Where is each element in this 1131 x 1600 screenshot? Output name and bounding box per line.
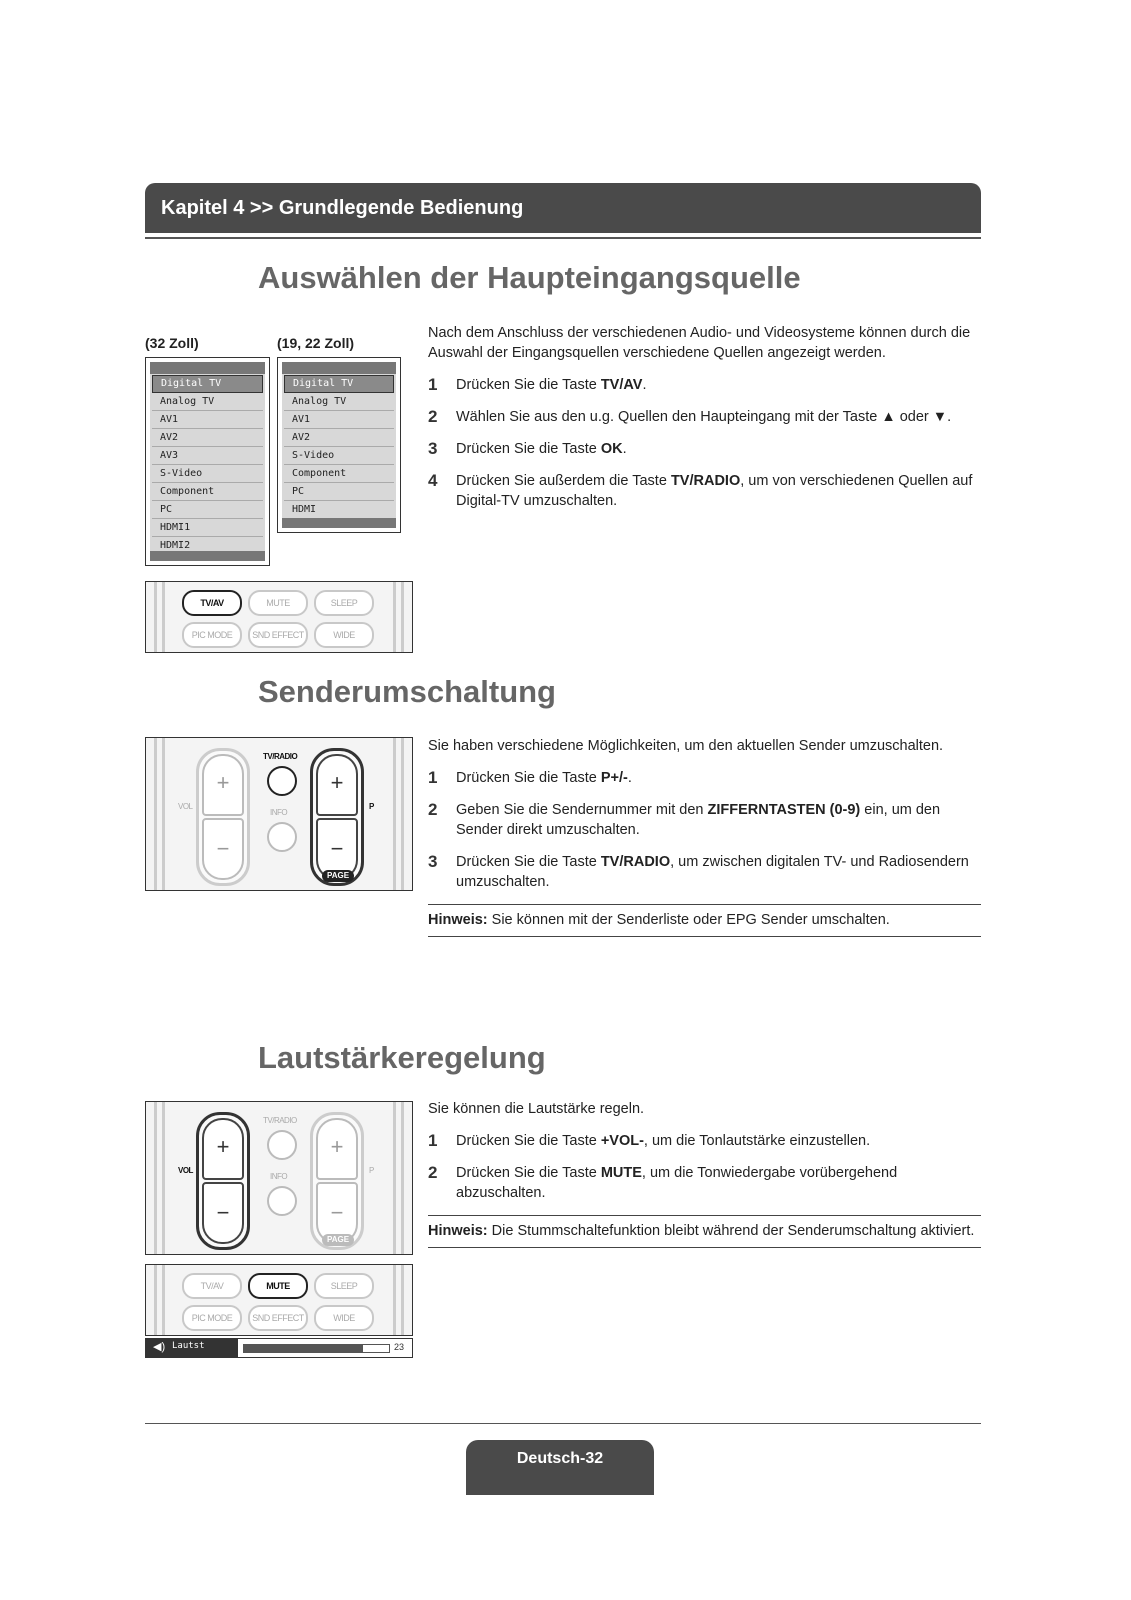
volume-note-text: Die Stummschaltefunktion bleibt während der Senderumschaltung aktiviert.: [487, 1223, 975, 1239]
tv-av-button-dim[interactable]: TV/AV: [182, 1273, 242, 1299]
volume-note: [428, 1215, 981, 1248]
step-text: Drücken Sie die Taste TV/RADIO, um zwischen digitalen TV- und Radiosendern umzuschalten.: [456, 854, 969, 890]
footer-page-tab: [466, 1440, 654, 1495]
vol-label: VOL: [178, 802, 193, 811]
menu-item[interactable]: AV1: [284, 412, 394, 429]
step-text: Drücken Sie die Taste OK.: [456, 441, 627, 457]
mute-button[interactable]: MUTE: [248, 590, 308, 616]
volume-track: [243, 1344, 390, 1353]
menu-item[interactable]: Component: [284, 466, 394, 483]
step-item: [428, 852, 981, 892]
volume-fill: [244, 1345, 363, 1352]
sleep-button[interactable]: SLEEP: [314, 590, 374, 616]
step-text: Drücken Sie die Taste +VOL-, um die Tonlautstärke einzustellen.: [456, 1133, 871, 1149]
chapter-header: [145, 183, 981, 233]
step-number: 1: [428, 375, 438, 394]
wide-button[interactable]: WIDE: [314, 622, 374, 648]
menu-item[interactable]: AV1: [152, 412, 263, 429]
menu-item[interactable]: Digital TV: [284, 375, 394, 393]
snd-effect-button[interactable]: SND EFFECT: [248, 622, 308, 648]
vol-rocker[interactable]: + −: [196, 748, 250, 886]
step-text: Drücken Sie außerdem die Taste TV/RADIO, um von verschiedenen Quellen auf Digital-TV umzuschalten.: [456, 473, 973, 509]
page-button[interactable]: PAGE: [322, 870, 354, 882]
osd-32-label: (32 Zoll): [145, 335, 199, 351]
menu-item[interactable]: AV3: [152, 448, 263, 465]
menu-item[interactable]: PC: [284, 484, 394, 501]
page-number: Deutsch-32: [516, 1450, 604, 1467]
remote-illustration-mute: [145, 1264, 413, 1336]
volume-osd-label: Lautst: [172, 1341, 205, 1351]
vol-rocker-active[interactable]: + −: [196, 1112, 250, 1250]
menu-item[interactable]: Digital TV: [152, 375, 263, 393]
step-number: 4: [428, 471, 438, 490]
section-body-source: [428, 323, 981, 523]
volume-note-label: Hinweis:: [428, 1223, 488, 1239]
volume-intro: Sie können die Lautstärke regeln.: [428, 1101, 645, 1117]
footer-divider: [145, 1423, 981, 1424]
snd-effect-button-dim[interactable]: SND EFFECT: [248, 1305, 308, 1331]
osd-19-label: (19, 22 Zoll): [277, 335, 355, 351]
step-item: [428, 407, 981, 427]
source-intro: Nach dem Anschluss der verschiedenen Audio- und Videosysteme können durch die Auswahl der Eingangsquellen verschiedene Quellen angezeigt werden.: [428, 325, 971, 361]
source-menu-32: [145, 357, 270, 566]
menu-item[interactable]: S-Video: [284, 448, 394, 465]
source-menu-19: [277, 357, 401, 533]
menu-item[interactable]: Analog TV: [152, 394, 263, 411]
tv-radio-button[interactable]: [267, 766, 297, 796]
info-label-dim: INFO: [270, 1172, 288, 1181]
info-button-dim[interactable]: [267, 1186, 297, 1216]
menu-item[interactable]: S-Video: [152, 466, 263, 483]
step-item: [428, 800, 981, 840]
step-item: [428, 1131, 981, 1151]
step-text: Drücken Sie die Taste TV/AV.: [456, 377, 647, 393]
section-body-channel: [428, 736, 981, 937]
step-text: Drücken Sie die Taste MUTE, um die Tonwiedergabe vorübergehend abzuschalten.: [456, 1165, 898, 1201]
step-number: 2: [428, 1163, 438, 1182]
step-item: [428, 1163, 981, 1203]
page-button-dim[interactable]: PAGE: [322, 1234, 354, 1246]
menu-item[interactable]: Component: [152, 484, 263, 501]
menu-item[interactable]: HDMI2: [152, 538, 263, 555]
tv-av-button[interactable]: TV/AV: [182, 590, 242, 616]
step-text: Wählen Sie aus den u.g. Quellen den Haupteingang mit der Taste ▲ oder ▼.: [456, 409, 952, 425]
remote-illustration-volume: [145, 1101, 413, 1255]
p-label: P: [369, 802, 374, 811]
menu-item[interactable]: AV2: [284, 430, 394, 447]
channel-intro: Sie haben verschiedene Möglichkeiten, um den aktuellen Sender umzuschalten.: [428, 738, 944, 754]
menu-item[interactable]: HDMI1: [152, 520, 263, 537]
chapter-title: Kapitel 4 >> Grundlegende Bedienung: [161, 197, 524, 219]
remote-illustration-channel: [145, 737, 413, 891]
mute-button-active[interactable]: MUTE: [248, 1273, 308, 1299]
menu-item[interactable]: AV2: [152, 430, 263, 447]
info-label: INFO: [270, 808, 288, 817]
step-number: 3: [428, 852, 438, 871]
tv-radio-label-dim: TV/RADIO: [263, 1116, 297, 1125]
menu-item[interactable]: Analog TV: [284, 394, 394, 411]
section-title-channel: Senderumschaltung: [258, 674, 556, 709]
step-number: 2: [428, 407, 438, 426]
step-number: 1: [428, 1131, 438, 1150]
menu-item[interactable]: HDMI: [284, 502, 394, 519]
section-body-volume: [428, 1099, 981, 1248]
step-number: 1: [428, 768, 438, 787]
step-number: 3: [428, 439, 438, 458]
pic-mode-button-dim[interactable]: PIC MODE: [182, 1305, 242, 1331]
step-item: [428, 375, 981, 395]
volume-osd: [145, 1338, 413, 1358]
chapter-divider: [145, 237, 981, 239]
section-title-source: Auswählen der Haupteingangsquelle: [258, 260, 801, 295]
wide-button-dim[interactable]: WIDE: [314, 1305, 374, 1331]
info-button[interactable]: [267, 822, 297, 852]
tv-radio-button-dim[interactable]: [267, 1130, 297, 1160]
section-title-volume: Lautstärkeregelung: [258, 1040, 546, 1075]
tv-radio-label: TV/RADIO: [263, 752, 298, 761]
step-item: [428, 439, 981, 459]
pic-mode-button[interactable]: PIC MODE: [182, 622, 242, 648]
channel-note: [428, 904, 981, 937]
p-rocker[interactable]: + −: [310, 748, 364, 886]
vol-label-active: VOL: [178, 1166, 193, 1175]
step-number: 2: [428, 800, 438, 819]
step-item: [428, 471, 981, 511]
remote-illustration-tvav: [145, 581, 413, 653]
menu-item[interactable]: PC: [152, 502, 263, 519]
channel-note-text: Sie können mit der Senderliste oder EPG Sender umschalten.: [487, 912, 890, 928]
step-text: Geben Sie die Sendernummer mit den ZIFFERNTASTEN (0-9) ein, um den Sender direkt umzuschalten.: [456, 802, 941, 838]
step-item: [428, 768, 981, 788]
volume-osd-value: 23: [393, 1342, 404, 1352]
sleep-button-dim[interactable]: SLEEP: [314, 1273, 374, 1299]
p-label-dim: P: [369, 1166, 374, 1175]
p-rocker-dim[interactable]: + −: [310, 1112, 364, 1250]
channel-note-label: Hinweis:: [428, 912, 488, 928]
speaker-icon: ◀): [153, 1341, 166, 1353]
step-text: Drücken Sie die Taste P+/-.: [456, 770, 632, 786]
